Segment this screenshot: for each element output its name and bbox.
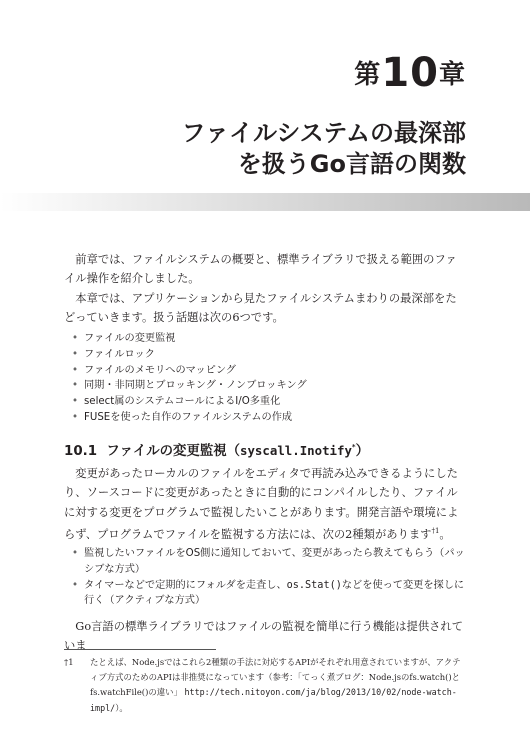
- inline-code: os.Stat(): [286, 579, 342, 591]
- intro-paragraph-1: 前章では、ファイルシステムの概要と、標準ライブラリで扱える範囲のファイル操作を紹介しました。: [64, 253, 457, 286]
- chapter-title: [181, 118, 466, 180]
- bullet-icon: •: [72, 579, 79, 591]
- bullet-icon: •: [72, 380, 79, 392]
- footnote-mark: †1: [64, 657, 74, 667]
- section-paragraph-end: 。: [439, 527, 451, 541]
- section-code: syscall.Inotify: [240, 443, 352, 458]
- list-item: [72, 410, 468, 426]
- intro-paragraph-2: 本章では、アプリケーションから見たファイルシステムまわりの最深部をたどっていきます。扱う話題は次の6つです。: [64, 291, 457, 325]
- bullet-icon: •: [72, 396, 79, 408]
- chapter-suffix: 章: [438, 60, 466, 90]
- chapter-title-line-2: を扱うGo言語の関数: [237, 150, 466, 178]
- section-paren-open: （: [226, 444, 241, 459]
- chapter-number: [354, 50, 466, 96]
- list-item-text: タイマーなどで定期的にフォルダを走査し、: [84, 579, 287, 591]
- method-list: [72, 546, 468, 609]
- list-item-text: FUSEを使った自作のファイルシステムの作成: [84, 411, 293, 423]
- chapter-number-digits: 10: [381, 50, 439, 96]
- chapter-title-line-1: ファイルシステムの最深部: [181, 119, 466, 147]
- last-paragraph-text: Go言語の標準ライブラリではファイルの監視を簡単に行う機能は提供されていま: [64, 620, 464, 653]
- bullet-icon: •: [72, 411, 79, 423]
- footnote-url: http://tech.nitoyon.com/ja/blog/2013/10/02/node-watch-impl/: [90, 687, 457, 713]
- topic-list: [72, 331, 468, 426]
- footnote-end: ）。: [115, 702, 128, 713]
- bullet-icon: •: [72, 348, 79, 360]
- list-item-text: ファイルの変更監視: [84, 333, 176, 344]
- list-item: [72, 331, 468, 347]
- section-body: [64, 464, 466, 544]
- list-item-text: ファイルのメモリへのマッピング: [84, 364, 236, 376]
- footnote: [64, 655, 468, 716]
- list-item-text: 監視したいファイルをOS側に通知しておいて、変更があったら教えてもらう（パッシブな方式）: [84, 548, 465, 575]
- footnote-divider: [64, 649, 216, 650]
- footnote-body: [64, 655, 468, 716]
- list-item: [72, 347, 468, 363]
- list-item-text: select属のシステムコールによるI/O多重化: [84, 396, 281, 408]
- section-paragraph-text: 変更があったローカルのファイルをエディタで再読み込みできるようにしたり、ソースコードに変更があったときに自動的にコンパイルしたり、ファイルに対する変更をプログラムで監視したいことがあります。開発言語や環境によらず、プログラムでファイルを監視する方法には、次の2種類があります: [64, 467, 459, 541]
- list-item: [72, 394, 468, 410]
- section-asterisk: *: [351, 443, 356, 451]
- list-item-text: 同期・非同期とブロッキング・ノンブロッキング: [84, 380, 307, 392]
- chapter-prefix: 第: [354, 60, 382, 90]
- section-heading: [64, 440, 369, 459]
- footnote-ref: †1: [431, 527, 440, 536]
- list-item: [72, 578, 468, 610]
- bullet-icon: •: [72, 364, 79, 376]
- bullet-icon: •: [72, 548, 79, 559]
- list-item: [72, 363, 468, 379]
- section-number: 10.1: [64, 444, 98, 459]
- list-item: [72, 378, 468, 394]
- list-item-text: ファイルロック: [84, 348, 155, 360]
- footnote-text: たとえば、Node.jsではこれら2種類の手法に対応するAPIがそれぞれ用意されていますが、アクティブ方式のためのAPIは非推奨になっています（参考：「てっく煮ブログ：Node.jsのfs.watch()とfs.watchFile()の違い」: [90, 657, 461, 698]
- section-title: ファイルの変更監視: [106, 444, 227, 459]
- list-item-text: などを使って変更を探しに行く（アクティブな方式）: [84, 579, 465, 607]
- bullet-icon: •: [72, 333, 79, 344]
- section-paren-close: ）: [355, 444, 369, 459]
- list-item: [72, 546, 468, 578]
- decorative-gradient-bar: [0, 193, 530, 211]
- section-paragraph: [64, 464, 466, 544]
- intro-text: [64, 250, 466, 328]
